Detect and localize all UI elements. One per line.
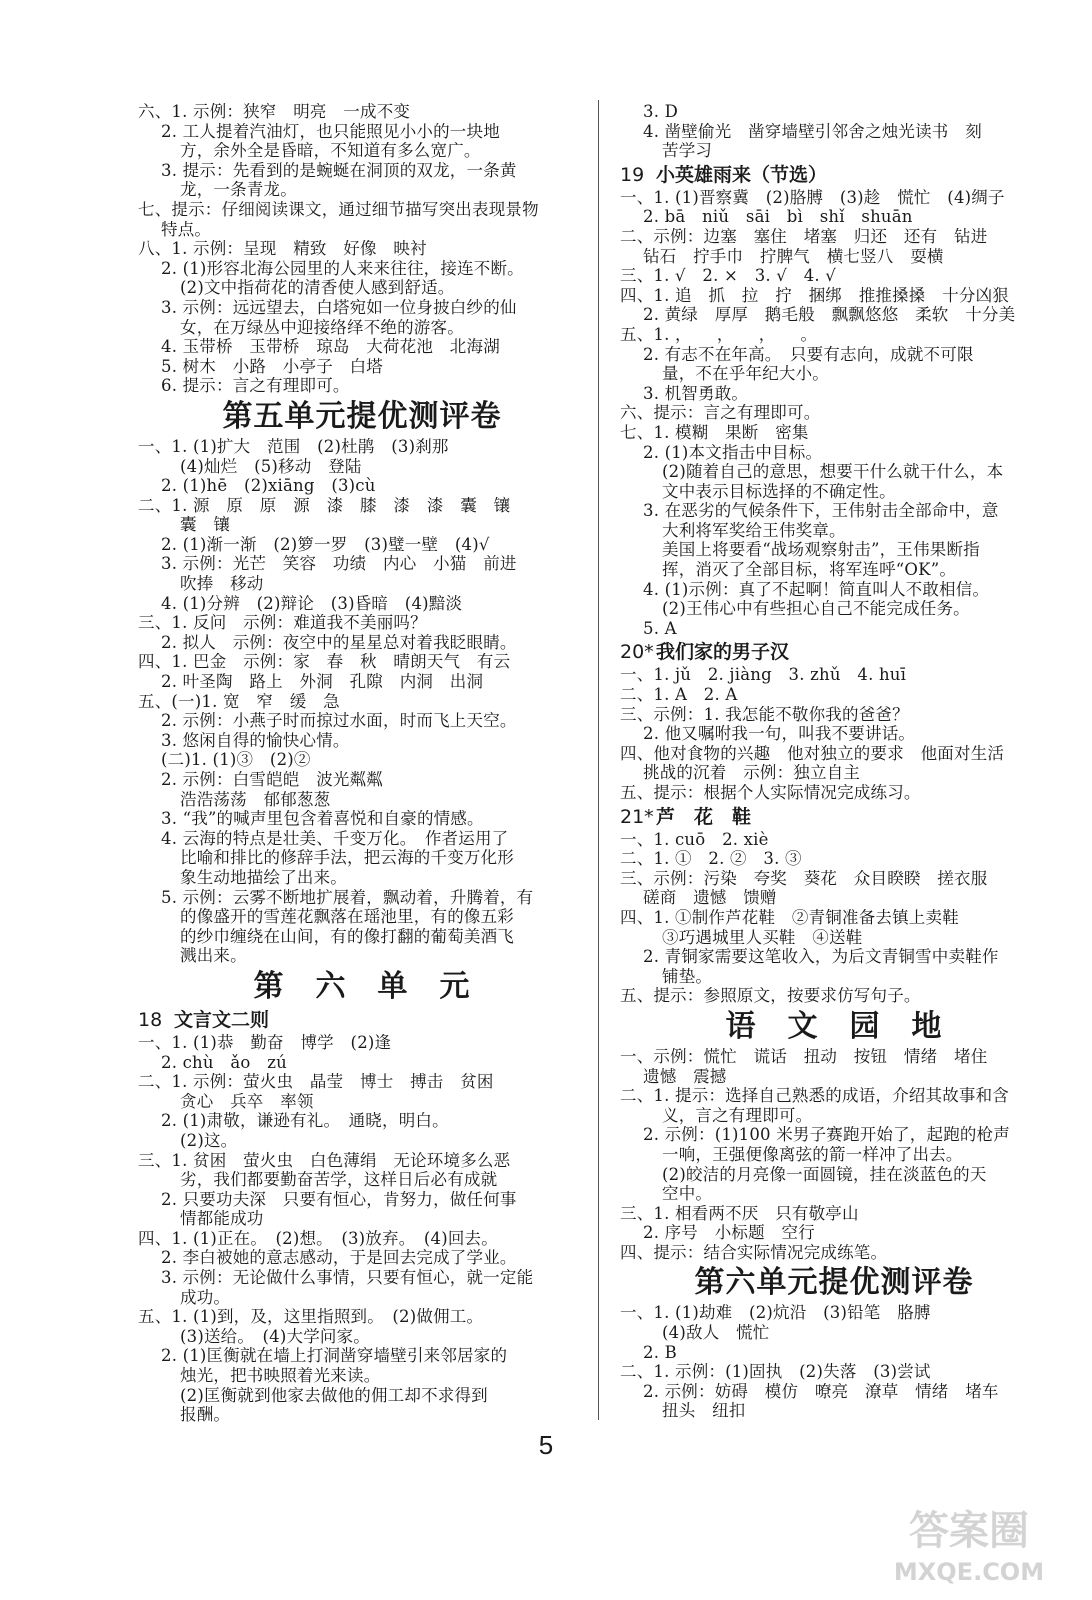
answer-line: 2. 他又嘱咐我一句，叫我不要讲话。 — [643, 724, 916, 744]
answer-line: 三、1. 反问 示例：难道我不美丽吗？ — [138, 613, 427, 633]
answer-line: 的纱巾缠绕在山间，有的像打翻的葡萄美酒飞 — [180, 926, 514, 946]
answer-line: 劣，我们都要勤奋苦学，这样日后必有成就 — [180, 1170, 498, 1190]
answer-line: 2. (1)形容北海公园里的人来来往往，接连不断。 — [161, 258, 524, 278]
answer-line: 3. 在恶劣的气候条件下，王伟射击全部命中，意 — [643, 501, 999, 521]
answer-line: 4. 云海的特点是壮美、千变万化。 作者运用了 — [161, 828, 509, 848]
answer-line: (2)皎洁的月亮像一面圆镜，挂在淡蓝色的天 — [662, 1164, 987, 1184]
answer-line: 3. 悠闲自得的愉快心情。 — [161, 730, 350, 750]
answer-line: 一、1. (1)晋察冀 (2)胳膊 (3)趁 慌忙 (4)绸子 — [620, 187, 1005, 207]
answer-line: 烛光，把书映照着光来读。 — [180, 1366, 381, 1386]
answer-line: 六、提示：言之有理即可。 — [620, 403, 821, 423]
answer-line: 三、1. 相看两不厌 只有敬亭山 — [620, 1203, 859, 1223]
answer-line: 七、1. 模糊 果断 密集 — [620, 422, 809, 442]
answer-line: 2. 示例：白雪皑皑 波光粼粼 — [161, 770, 383, 789]
answer-line: 2. 示例：妨碍 模仿 嘹亮 潦草 情绪 堵车 — [643, 1381, 999, 1401]
answer-line: 2. chù ǎo zú — [161, 1052, 287, 1072]
lesson-heading — [620, 640, 1048, 665]
watermark-logo — [864, 1492, 1074, 1592]
answer-line: 5. A — [643, 618, 677, 638]
answer-line: (2)王伟心中有些担心自己不能完成任务。 — [662, 599, 970, 619]
answer-line: 二、示例：边塞 塞住 堵塞 归还 还有 钻进 — [620, 226, 988, 246]
answer-line: 2. 有志不在年高。 只要有志向，成就不可限 — [643, 344, 974, 364]
answer-line: 量，不在乎年纪大小。 — [662, 364, 829, 384]
answer-line: 2. 只要功夫深 只要有恒心，肯努力，做任何事 — [161, 1189, 517, 1209]
answer-line: 五、1. ， ， ， 。 — [620, 324, 818, 344]
answer-line: 溅出来。 — [180, 946, 247, 966]
answer-line: 一响，王强便像离弦的箭一样冲了出去。 — [662, 1144, 963, 1164]
answer-line: 空中。 — [662, 1184, 713, 1204]
answer-line: (3)送给。 (4)大学问家。 — [180, 1326, 370, 1346]
section-heading: 第五单元提优测评卷 — [222, 398, 502, 434]
answer-line: 4. (1)示例：真了不起啊！简直叫人不敢相信。 — [643, 579, 990, 599]
answer-line: 3. 示例：无论做什么事情，只要有恒心，就一定能 — [161, 1268, 534, 1288]
answer-line: 一、1. (1)扩大 范围 (2)杜鹃 (3)刹那 — [138, 436, 449, 456]
section-heading: 第六单元提优测评卷 — [694, 1265, 974, 1301]
answer-line: 一、1. jǔ 2. jiàng 3. zhǔ 4. huī — [620, 665, 907, 685]
answer-line: 2. 工人提着汽油灯，也只能照见小小的一块地 — [161, 121, 500, 141]
answer-line: 方，余外全是昏暗，不知道有多么宽广。 — [180, 141, 481, 161]
answer-line: 三、1. 贫困 萤火虫 白色薄绢 无论环境多么恶 — [138, 1150, 511, 1170]
answer-line: (2)文中指荷花的清香使人感到舒适。 — [180, 278, 455, 298]
column-divider — [598, 100, 599, 1420]
answer-line: 3. D — [643, 102, 679, 121]
section-heading: 第 六 单 元 — [253, 968, 471, 1004]
answer-line: 4. 凿壁偷光 凿穿墙壁引邻舍之烛光读书 刻 — [643, 121, 982, 141]
answer-line: 二、1. 提示：选择自己熟悉的成语，介绍其故事和含 — [620, 1086, 1009, 1106]
answer-line: 三、示例：污染 夸奖 葵花 众目睽睽 搓衣服 — [620, 868, 988, 888]
answer-line: (2)这。 — [180, 1130, 238, 1150]
answer-line: 五、1. (1)到，及，这里指照到。 (2)做佣工。 — [138, 1307, 484, 1327]
answer-line: 2. bā niǔ sāi bì shǐ shuān — [643, 207, 913, 227]
answer-line: 四、1. 巴金 示例：家 春 秋 晴朗天气 有云 — [138, 652, 511, 672]
answer-line: (二)1. (1)③ (2)② — [161, 750, 311, 770]
answer-line: 义，言之有理即可。 — [662, 1105, 813, 1125]
answer-line: 三、1. √ 2. × 3. √ 4. √ — [620, 266, 837, 286]
answer-line: 2. 李白被她的意志感动，于是回去完成了学业。 — [161, 1248, 517, 1268]
answer-line: 四、提示：结合实际情况完成练笔。 — [620, 1242, 888, 1262]
answer-line: (2)匡衡就到他家去做他的佣工却不求得到 — [180, 1385, 488, 1405]
answer-line: 磋商 遗憾 馈赠 — [643, 888, 777, 908]
answer-line: 3. 示例：光芒 笑容 功绩 内心 小猫 前进 — [161, 554, 517, 574]
lesson-title: 芦 花 鞋 — [656, 805, 752, 828]
answer-line: 2. 叶圣陶 路上 外洞 孔隙 内洞 出洞 — [161, 672, 484, 692]
answer-line: 四、1. ①制作芦花鞋 ②青铜准备去镇上卖鞋 — [620, 907, 959, 927]
answer-line: 三、示例：1. 我怎能不敬你我的爸爸？ — [620, 704, 909, 724]
answer-line: 2. (1)本文指击中目标。 — [643, 442, 823, 462]
answer-line: 一、1. (1)劫难 (2)炕沿 (3)铅笔 胳膊 — [620, 1303, 931, 1323]
answer-line: 二、1. ① 2. ② 3. ③ — [620, 849, 802, 869]
answer-line: 比喻和排比的修辞手法，把云海的千变万化形 — [180, 848, 514, 868]
answer-line: 贪心 兵卒 率领 — [180, 1091, 314, 1111]
answer-line: 四、1. 追 抓 拉 拧 捆绑 推推搡搡 十分凶狠 — [620, 285, 1009, 305]
answer-line: 3. 机智勇敢。 — [643, 383, 749, 403]
answer-line: 成功。 — [180, 1287, 231, 1307]
lesson-heading — [620, 163, 1048, 188]
lesson-heading — [138, 1008, 586, 1033]
answer-line: 一、1. (1)恭 勤奋 博学 (2)逢 — [138, 1032, 392, 1052]
answer-line: 2. (1)渐一渐 (2)箩一罗 (3)璧一壁 (4)√ — [161, 534, 490, 554]
answer-line: 美国上将要看“战场观察射击”，王伟果断指 — [662, 540, 980, 560]
answer-line: 囊 镶 — [180, 515, 231, 535]
answer-line: 遗憾 震撼 — [643, 1066, 727, 1086]
answer-line: 象生动地描绘了出来。 — [180, 867, 347, 887]
answer-line: 二、1. 示例：(1)固执 (2)失落 (3)尝试 — [620, 1362, 931, 1382]
answer-line: 报酬。 — [180, 1405, 231, 1425]
answer-line: 2. B — [643, 1342, 677, 1362]
lesson-title: 文言文二则 — [174, 1008, 270, 1031]
answer-line: 2. 青铜家需要这笔收入，为后文青铜雪中卖鞋作 — [643, 947, 999, 967]
answer-line: 五、提示：根据个人实际情况完成练习。 — [620, 783, 921, 802]
answer-line: 3. 提示：先看到的是蜿蜒在洞顶的双龙，一条黄 — [161, 160, 517, 180]
answer-line: 5. 树木 小路 小亭子 白塔 — [161, 356, 383, 376]
answer-line: 女，在万绿丛中迎接络绎不绝的游客。 — [180, 317, 464, 337]
answer-line: 2. 序号 小标题 空行 — [643, 1223, 815, 1243]
watermark-top: 答案圈 — [909, 1508, 1029, 1554]
answer-line: 文中表示目标选择的不确定性。 — [662, 481, 896, 501]
answer-line: 3. “我”的喊声里包含着喜悦和自豪的情感。 — [161, 809, 484, 829]
answer-line: 苦学习 — [662, 141, 713, 161]
answer-line: 扭头 纽扣 — [662, 1401, 746, 1421]
answer-line: 一、示例：慌忙 谎话 扭动 按钮 情绪 堵住 — [620, 1046, 988, 1066]
answer-line: 4. (1)分辨 (2)辩论 (3)昏暗 (4)黯淡 — [161, 593, 463, 613]
answer-line: 钻石 拧手巾 拧脾气 横七竖八 耍横 — [643, 246, 944, 266]
answer-line: 2. 黄绿 厚厚 鹅毛般 飘飘悠悠 柔软 十分美 — [643, 305, 1016, 325]
lesson-number: 21* — [620, 805, 654, 828]
answer-line: 四、他对食物的兴趣 他对独立的要求 他面对生活 — [620, 743, 1005, 763]
watermark-bottom: MXQE.COM — [893, 1558, 1045, 1586]
lesson-number: 18 — [138, 1008, 163, 1031]
answer-line: 3. 示例：远远望去，白塔宛如一位身披白纱的仙 — [161, 297, 517, 317]
answer-line: 二、1. A 2. A — [620, 685, 738, 705]
answer-line: 吹捧 移动 — [180, 574, 264, 594]
answer-line: (4)灿烂 (5)移动 登陆 — [180, 456, 362, 476]
answer-line: 五、提示：参照原文，按要求仿写句子。 — [620, 986, 921, 1006]
answer-line: 2. 示例：小燕子时而掠过水面，时而飞上天空。 — [161, 711, 517, 731]
answer-line: 七、提示：仔细阅读课文，通过细节描写突出表现景物 — [138, 199, 539, 219]
answer-line: 二、1. 源 原 原 源 漆 膝 漆 漆 囊 镶 — [138, 495, 511, 515]
answer-line: 六、1. 示例：狭窄 明亮 一成不变 — [138, 102, 411, 121]
answer-line: 6. 提示：言之有理即可。 — [161, 376, 350, 396]
answer-line: 一、1. cuō 2. xiè — [620, 829, 769, 849]
answer-line: 龙，一条青龙。 — [180, 180, 297, 200]
lesson-title: 小英雄雨来（节选） — [656, 163, 828, 186]
answer-line: 大利将军奖给王伟奖章。 — [662, 520, 846, 540]
answer-line: (4)敌人 慌忙 — [662, 1323, 770, 1343]
answer-line: (2)随着自己的意思，想要干什么就干什么，本 — [662, 462, 1004, 482]
answer-line: 二、1. 示例：萤火虫 晶莹 博士 搏击 贫困 — [138, 1072, 494, 1092]
answer-line: 八、1. 示例：呈现 精致 好像 映衬 — [138, 239, 427, 259]
answer-line: 四、1. (1)正在。 (2)想。 (3)放弃。 (4)回去。 — [138, 1228, 498, 1248]
answer-line: 2. (1)hē (2)xiāng (3)cù — [161, 476, 376, 496]
left-column — [138, 102, 586, 1425]
answer-line: 2. (1)肃敬，谦逊有礼。 通晓，明白。 — [161, 1111, 449, 1131]
right-column — [620, 102, 1048, 1421]
lesson-number: 19 — [620, 163, 645, 186]
answer-line: 的像盛开的雪莲花飘落在瑶池里，有的像五彩 — [180, 907, 514, 927]
page-number: 5 — [538, 1430, 554, 1460]
answer-line: 4. 玉带桥 玉带桥 琼岛 大荷花池 北海湖 — [161, 337, 500, 357]
lesson-heading — [620, 805, 1048, 830]
answer-line: 情都能成功 — [180, 1209, 264, 1229]
answer-line: 挥，消灭了全部目标，将军连呼“OK”。 — [662, 560, 957, 580]
answer-line: 铺垫。 — [662, 966, 713, 986]
answer-line: 五、(一)1. 宽 窄 缓 急 — [138, 691, 340, 711]
answer-line: 5. 示例：云雾不断地扩展着，飘动着，升腾着，有 — [161, 887, 534, 907]
answer-line: 2. (1)匡衡就在墙上打洞凿穿墙壁引来邻居家的 — [161, 1346, 508, 1366]
section-heading: 语 文 园 地 — [725, 1008, 943, 1044]
answer-line: ③巧遇城里人买鞋 ④送鞋 — [662, 927, 863, 947]
lesson-number: 20* — [620, 641, 654, 664]
answer-line: 浩浩荡荡 郁郁葱葱 — [180, 789, 331, 809]
answer-line: 2. 拟人 示例：夜空中的星星总对着我眨眼睛。 — [161, 632, 517, 652]
lesson-title: 我们家的男子汉 — [656, 641, 790, 664]
answer-line: 2. 示例：(1)100 米男子赛跑开始了，起跑的枪声 — [643, 1125, 1010, 1145]
answer-line: 挑战的沉着 示例：独立自主 — [643, 763, 861, 783]
answer-line: 特点。 — [161, 219, 212, 239]
